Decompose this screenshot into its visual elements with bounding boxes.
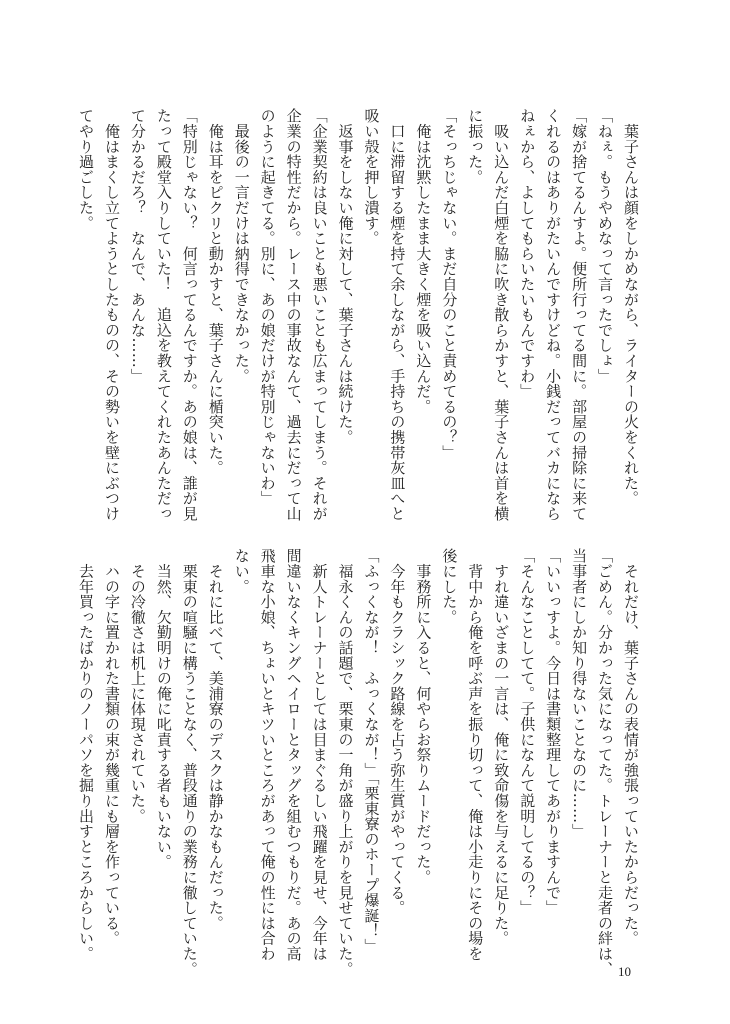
text-line: 後にした。 [440,548,459,625]
text-line: 飛車な小娘、ちょいとキツいところがあって俺の性には合わ [258,548,277,962]
text-line: のように起きてる。別に、あの娘だけが特別じゃないわ」 [258,108,277,506]
text-line: 当然、欠勤明けの俺に叱責する者もいない。 [154,548,173,870]
text-line: 「そっちじゃない。まだ自分のこと責めてるの？」 [440,108,459,460]
text-line: すれ違いざまの一言は、俺に致命傷を与えるに足りた。 [492,548,511,946]
text-line: 「企業契約は良いことも悪いことも広まってしまう。それが [310,108,329,522]
text-line: 当事者にしか知り得ないことなのに……」 [570,548,589,839]
text-line: 今年もクラシック路線を占う弥生賞がやってくる。 [388,548,407,916]
text-line: 新人トレーナーとしては目まぐるしい飛躍を見せ、今年は [310,548,329,962]
text-line: 俺はまくし立てようとしたものの、その勢いを壁にぶつけ [102,108,121,522]
upper-text-block [72,108,643,522]
text-line: 吸い込んだ白煙を脇に吹き散らかすと、葉子さんは首を横 [492,108,511,522]
text-line: 事務所に入ると、何やらお祭りムードだった。 [414,548,433,885]
text-line: 去年買ったばかりのノーパソを掘り出すところからしい。 [76,548,95,962]
text-line: 「特別じゃない？ 何言ってるんですか。あの娘は、誰が見 [180,108,199,522]
text-line: 返事をしない俺に対して、葉子さんは続けた。 [336,108,355,445]
text-line: ハの字に置かれた書類の束が幾重にも層を作っている。 [102,548,121,946]
text-line: 「ねぇ。もうやめなって言ったでしょ」 [596,108,615,384]
text-line: たって殿堂入りしていた！ 追込を教えてくれたあんただっ [154,108,173,522]
text-line: 俺は沈黙したまま大きく煙を吸い込んだ。 [414,108,433,414]
text-line: ない。 [232,548,251,594]
text-line: 「いいっすよ。今日は書類整理してあがりますんで」 [544,548,563,916]
text-line: 口に滞留する煙を持て余しながら、手持ちの携帯灰皿へと [388,108,407,522]
text-line: 企業の特性だから。レース中の事故なんて、過去にだって山 [284,108,303,522]
text-line: くれるのはありがたいんですけどね。小銭だってバカになら [544,108,563,522]
text-line: てやり過ごした。 [76,108,95,231]
text-line: 栗東の喧騒に構うことなく、普段通りの業務に徹していた。 [180,548,199,977]
text-line: 葉子さんは顔をしかめながら、ライターの火をくれた。 [622,108,640,506]
text-line: 吸い殻を押し潰す。 [362,108,381,246]
text-line: 背中から俺を呼ぶ声を振り切って、俺は小走りにその場を [466,548,485,962]
text-line: 間違いなくキングヘイローとタッグを組むつもりだ。あの高 [284,548,303,962]
page-number: 10 [618,964,631,979]
text-line: 「嫁が捨てるんすよ。便所行ってる間に。部屋の掃除に来て [570,108,589,522]
text-line: 「ふっくなが！ ふっくなが！」「栗東寮のホープ爆誕！」 [362,548,381,954]
text-line: その冷徹さは机上に体現されていた。 [128,548,147,824]
text-line: それに比べて、美浦寮のデスクは静かなもんだった。 [206,548,225,931]
text-line: 最後の一言だけは納得できなかった。 [232,108,251,384]
text-line: 福永くんの話題で、栗東の一角が盛り上がりを見せていた。 [336,548,355,977]
text-line: ねぇから、よしてもらいたいもんですわ」 [518,108,537,399]
text-line: 俺は耳をピクリと動かすと、葉子さんに楯突いた。 [206,108,225,476]
text-line: 「ごめん。分かった気になってた。トレーナーと走者の絆は、 [596,548,615,977]
text-line: に振った。 [466,108,485,185]
text-line: それだけ、葉子さんの表情が強張っていたからだった。 [622,548,640,946]
text-line: て分かるだろ？ なんで、あんな……」 [128,108,147,384]
text-line: 「そんなことしてて。子供になんて説明してるの？」 [518,548,537,916]
